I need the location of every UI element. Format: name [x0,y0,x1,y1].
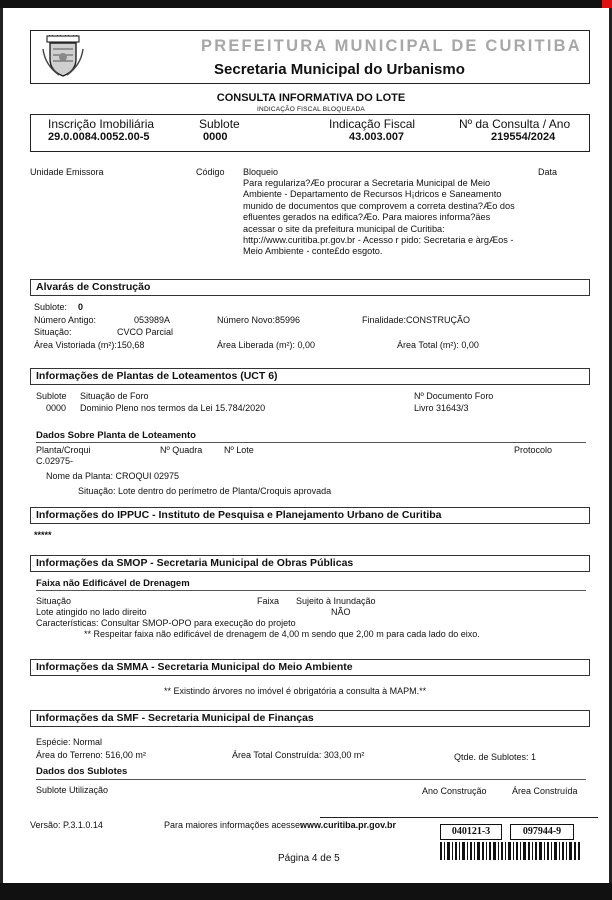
alvara-sublote-label: Sublote: [34,302,68,312]
unidade-emissora-label: Unidade Emissora [30,167,104,177]
planta-croqui-value: C.02975- [36,456,74,466]
codigo-label: Código [196,167,225,177]
smf-area-construida: Área Total Construída: 303,00 m² [232,750,365,760]
scan-border-left [0,8,3,883]
identification-box [30,114,590,152]
data-label: Data [538,167,558,177]
area-liberada: Área Liberada (m²): 0,00 [217,340,316,350]
barcode-icon [440,842,580,860]
smf-title: Informações da SMF - Secretaria Municipal de Finanças [36,712,314,724]
lote-label: Nº Lote [224,445,254,455]
faixa-divider [36,590,586,591]
footer-info-prefix: Para maiores informações acesse: [164,820,303,830]
plantas-situacao-col: Situação de Foro [80,391,149,401]
consulta-subtitle: INDICAÇÃO FISCAL BLOQUEADA [257,106,365,113]
smf-section [30,710,590,727]
secretaria-title: Secretaria Municipal do Urbanismo [214,61,465,78]
sublote-label: Sublote [199,117,240,131]
situacao-planta: Situação: Lote dentro do perímetro de Planta/Croquis aprovada [78,486,332,496]
smop-faixa-label: Faixa [257,596,280,606]
prefeitura-title: PREFEITURA MUNICIPAL DE CURITIBA [201,37,582,55]
dados-sublotes-divider [36,779,586,780]
bloqueio-title: Bloqueio [243,167,279,177]
consulta-numero-label: Nº da Consulta / Ano [459,117,571,131]
alvara-sublote-value: 0 [78,302,84,312]
area-total: Área Total (m²): 0,00 [397,340,479,350]
plantas-situacao-value: Dominio Pleno nos termos da Lei 15.784/2020 [80,403,266,413]
alvara-situacao-label: Situação: [34,327,72,337]
inscricao-label: Inscrição Imobiliária [48,117,155,131]
document-header [30,30,590,84]
finalidade: Finalidade:CONSTRUÇÃO [362,315,471,325]
footer-rule [320,817,598,818]
nome-planta: Nome da Planta: CROQUI 02975 [46,471,180,481]
footer-versao: Versão: P.3.1.0.14 [30,820,103,830]
smop-section [30,555,590,572]
ippuc-title: Informações do IPPUC - Instituto de Pesquisa e Planejamento Urbano de Curitiba [36,509,442,521]
ippuc-value: ***** [34,530,52,540]
page-number: Página 4 de 5 [278,853,340,864]
scan-border-top [0,0,612,8]
numero-antigo-label: Número Antigo: [34,315,97,325]
smop-respeitar: ** Respeitar faixa não edificável de drenagem de 4,00 m sendo que 2,00 m para cada lado do eixo. [84,629,480,639]
numero-antigo-value: 053989A [134,315,171,325]
numero-novo: Número Novo:85996 [217,315,301,325]
sublote-value: 0000 [203,131,228,143]
smop-lote-text: Lote atingido no lado direito [36,607,147,617]
smf-sublote-utilizacao-col: Sublote Utilização [36,785,109,795]
inscricao-value: 29.0.0084.0052.00-5 [48,131,150,143]
quadra-label: Nº Quadra [160,445,203,455]
alvaras-section [30,279,590,296]
smop-inundacao-label: Sujeito à Inundação [296,596,376,606]
footer-site-link[interactable]: www.curitiba.pr.gov.br [300,820,397,830]
indicacao-label: Indicação Fiscal [329,117,416,131]
area-vistoriada: Área Vistoriada (m²):150,68 [34,340,145,350]
plantas-documento-value: Livro 31643/3 [414,403,469,413]
scan-border-bottom [0,883,612,900]
smf-especie: Espécie: Normal [36,737,103,747]
faixa-heading: Faixa não Edificável de Drenagem [36,578,190,589]
smf-ano-col: Ano Construção [422,786,487,796]
protocolo-label: Protocolo [514,445,553,455]
alvaras-title: Alvarás de Construção [36,281,151,293]
smf-area-col: Área Construída [512,786,578,796]
smma-section [30,659,590,676]
smop-inundacao-value: NÃO [331,607,351,617]
smma-text: ** Existindo árvores no imóvel é obrigatória a consulta à MAPM.** [164,686,427,696]
scan-marker [602,0,612,8]
bloqueio-text: Para regulariza?Æo procurar a Secretaria Municipal de Meio Ambiente - Departamento de Recursos H¡dricos e Saneamento munido de documentos que comprovem a correta destina?Æo dos efluentes gerados na edifica?Æo. Para maiores informa?äes acessar o site da prefeitura municipal de Curitiba: http://www.curitiba.pr.gov.br - Acesso r pido: Secretaria e àrgÆos - Meio Ambiente - conte£do esgoto. [243,178,515,257]
plantas-documento-col: Nº Documento Foro [414,391,494,401]
consulta-numero-value: 219554/2024 [491,131,556,143]
smop-situacao-label: Situação [36,596,72,606]
planta-croqui-label: Planta/Croqui [36,445,91,455]
coat-of-arms-icon [41,35,85,79]
dados-planta-heading: Dados Sobre Planta de Loteamento [36,430,196,441]
smf-qtde-sublotes: Qtde. de Sublotes: 1 [454,752,537,762]
code-box-2: 097944-9 [510,824,574,840]
alvara-situacao-value: CVCO Parcial [117,327,174,337]
smop-caracteristicas: Características: Consultar SMOP-OPO para execução do projeto [36,618,296,628]
smf-area-terreno: Área do Terreno: 516,00 m² [36,750,146,760]
plantas-title: Informações de Plantas de Loteamentos (UCT 6) [36,370,278,382]
code-box-1: 040121-3 [440,824,502,840]
dados-sublotes-heading: Dados dos Sublotes [36,766,128,777]
smma-title: Informações da SMMA - Secretaria Municipal do Meio Ambiente [36,661,353,673]
indicacao-value: 43.003.007 [349,131,405,143]
consulta-title: CONSULTA INFORMATIVA DO LOTE [216,92,406,104]
plantas-sublote-value: 0000 [46,403,67,413]
dados-planta-divider [36,442,586,443]
plantas-sublote-col: Sublote [36,391,67,401]
ippuc-section [30,507,590,524]
plantas-section [30,368,590,385]
smop-title: Informações da SMOP - Secretaria Municipal de Obras Públicas [36,557,354,569]
